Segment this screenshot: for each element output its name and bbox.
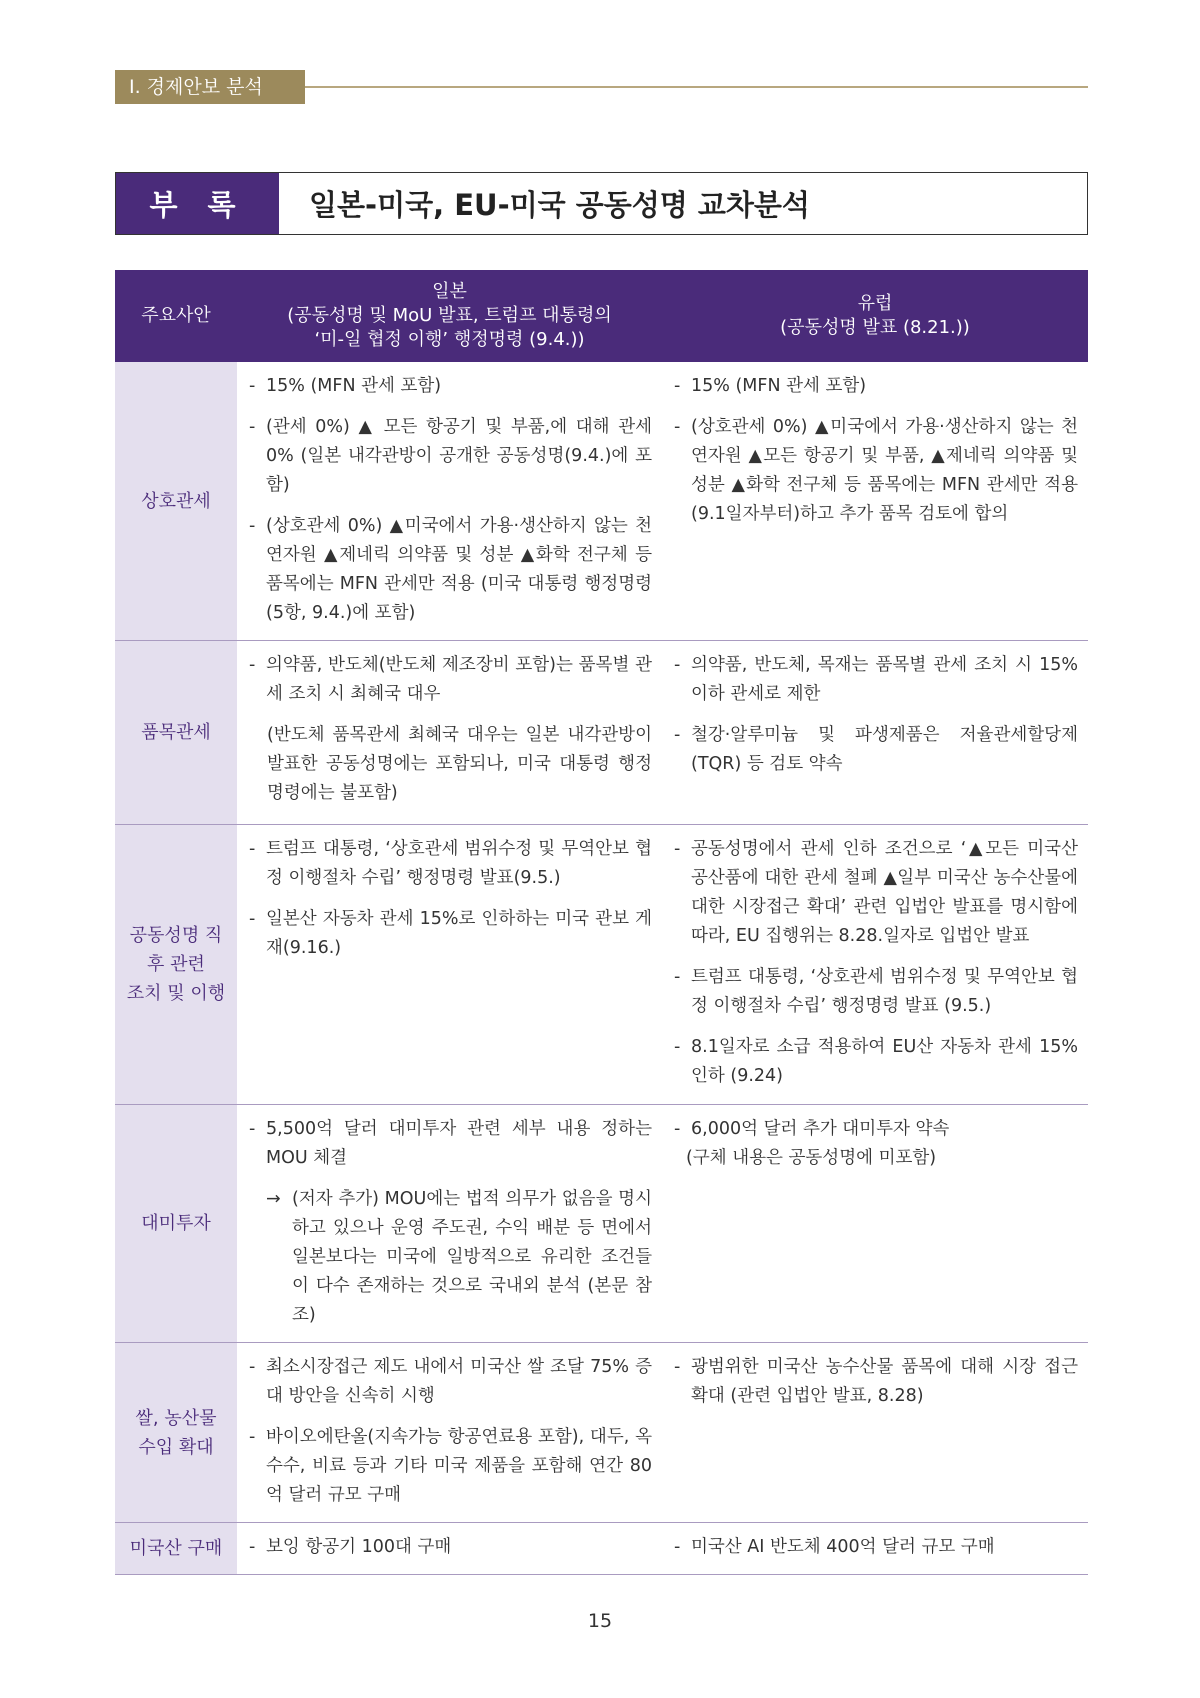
bullet-dash: - [249, 1537, 256, 1557]
item-text: 6,000억 달러 추가 대미투자 약속 [691, 1119, 950, 1139]
list-item [249, 651, 652, 709]
cell-japan [237, 1343, 662, 1523]
item-text: 바이오에탄올(지속가능 항공연료용 포함), 대두, 옥수수, 비료 등과 기타 미국 제품을 포함해 연간 80억 달러 규모 구매 [266, 1427, 652, 1505]
row-topic: 품목관세 [115, 641, 237, 825]
list-item [249, 1353, 652, 1411]
table-header-row [115, 270, 1088, 362]
list-item [249, 835, 652, 893]
item-text: 15% (MFN 관세 포함) [691, 376, 867, 396]
item-text: 공동성명에서 관세 인하 조건으로 ‘▲모든 미국산 공산품에 대한 관세 철폐 ▲일부 미국산 농수산물에 대한 시장접근 확대’ 관련 입법안 발표를 명시함에 따라, EU 집행위는 8.28.일자로 입법안 발표 [691, 839, 1078, 946]
table-row [115, 1523, 1088, 1575]
item-text: 의약품, 반도체(반도체 제조장비 포함)는 품목별 관세 조치 시 최혜국 대우 [266, 655, 652, 704]
bullet-dash: - [249, 1427, 256, 1447]
bullet-dash: - [674, 725, 681, 745]
bullet-dash: - [249, 839, 256, 859]
table-row [115, 362, 1088, 641]
header-japan: 일본 (공동성명 및 MoU 발표, 트럼프 대통령의 ‘미-일 협정 이행’ 행정명령 (9.4.)) [237, 270, 662, 362]
cell-eu [662, 825, 1088, 1105]
list-item [249, 1533, 652, 1562]
list-item [249, 372, 652, 401]
list-item [674, 1033, 1078, 1091]
table-row [115, 1105, 1088, 1343]
cell-japan [237, 825, 662, 1105]
item-text: 트럼프 대통령, ‘상호관세 범위수정 및 무역안보 협정 이행절차 수립’ 행정명령 발표(9.5.) [266, 839, 652, 888]
cell-japan [237, 1105, 662, 1343]
list-item [674, 835, 1078, 951]
item-text: 최소시장접근 제도 내에서 미국산 쌀 조달 75% 증대 방안을 신속히 시행 [266, 1357, 652, 1406]
page-title: 일본-미국, EU-미국 공동성명 교차분석 [309, 188, 810, 222]
header-topic: 주요사안 [115, 270, 237, 362]
table-row [115, 641, 1088, 825]
note-text: (구체 내용은 공동성명에 미포함) [686, 1148, 937, 1168]
header-eu: 유럽 (공동성명 발표 (8.21.)) [662, 270, 1088, 362]
item-text: 철강·알루미늄 및 파생제품은 저율관세할당제(TQR) 등 검토 약속 [691, 725, 1078, 774]
list-item [674, 721, 1078, 779]
item-text: (상호관세 0%) ▲미국에서 가용·생산하지 않는 천연자원 ▲제네릭 의약품 및 성분 ▲화학 전구체 등 품목에는 MFN 관세만 적용 (미국 대통령 행정명령 (5항, 9.4.)에 포함) [266, 516, 652, 623]
cell-japan [237, 362, 662, 641]
bullet-dash: - [249, 909, 256, 929]
section-divider [305, 86, 1088, 88]
cell-eu [662, 1105, 1088, 1343]
list-item [674, 963, 1078, 1021]
cell-eu [662, 362, 1088, 641]
cell-japan [237, 641, 662, 825]
item-text: (상호관세 0%) ▲미국에서 가용·생산하지 않는 천연자원 ▲모든 항공기 및 부품, ▲제네릭 의약품 및 성분 ▲화학 전구체 등 품목에는 MFN 관세만 적용(9.1일자부터)하고 추가 품목 검토에 합의 [691, 417, 1078, 524]
list-item [249, 1423, 652, 1510]
appendix-title-box [115, 172, 1088, 235]
item-text: (관세 0%) ▲ 모든 항공기 및 부품,에 대해 관세 0% (일본 내각관방이 공개한 공동성명(9.4.)에 포함) [266, 417, 652, 495]
appendix-label: 부 록 [116, 173, 279, 234]
row-topic: 미국산 구매 [115, 1523, 237, 1575]
list-item [674, 372, 1078, 401]
list-item [674, 1115, 1078, 1144]
bullet-dash: - [674, 1537, 681, 1557]
item-text: 일본산 자동차 관세 15%로 인하하는 미국 관보 게재(9.16.) [266, 909, 652, 958]
item-text: 의약품, 반도체, 목재는 품목별 관세 조치 시 15% 이하 관세로 제한 [691, 655, 1078, 704]
row-topic: 공동성명 직 후 관련 조치 및 이행 [115, 825, 237, 1105]
item-text: 15% (MFN 관세 포함) [266, 376, 442, 396]
bullet-dash: - [249, 1357, 256, 1377]
bullet-dash: - [674, 417, 681, 437]
bullet-dash: - [249, 376, 256, 396]
cell-eu [662, 1523, 1088, 1575]
table-row [115, 825, 1088, 1105]
item-text: 8.1일자로 소급 적용하여 EU산 자동차 관세 15% 인하 (9.24) [691, 1037, 1078, 1086]
bullet-dash: - [674, 1037, 681, 1057]
bullet-dash: - [674, 655, 681, 675]
section-tab: Ⅰ. 경제안보 분석 [115, 70, 305, 104]
bullet-dash: - [249, 1119, 256, 1139]
bullet-dash: - [674, 1119, 681, 1139]
cell-eu [662, 641, 1088, 825]
list-item [674, 1353, 1078, 1411]
page-number: 15 [587, 1610, 613, 1632]
note-text: (반도체 품목관세 최혜국 대우는 일본 내각관방이 발표한 공동성명에는 포함되나, 미국 대통령 행정명령에는 불포함) [267, 725, 652, 803]
list-item [249, 1115, 652, 1173]
list-item [249, 905, 652, 963]
list-item [674, 413, 1078, 529]
cell-eu [662, 1343, 1088, 1523]
row-topic: 쌀, 농산물 수입 확대 [115, 1343, 237, 1523]
list-item [674, 1533, 1078, 1562]
bullet-dash: - [249, 516, 256, 536]
bullet-dash: - [674, 376, 681, 396]
arrow-text: (저자 추가) MOU에는 법적 의무가 없음을 명시하고 있으나 운영 주도권, 수익 배분 등 면에서 일본보다는 미국에 일방적으로 유리한 조건들이 다수 존재하는 것으로 국내외 분석 (본문 참조) [292, 1189, 652, 1325]
arrow-icon: → [266, 1189, 281, 1209]
item-text: 5,500억 달러 대미투자 관련 세부 내용 정하는 MOU 체결 [266, 1119, 652, 1168]
row-topic: 대미투자 [115, 1105, 237, 1343]
list-item [674, 651, 1078, 709]
bullet-dash: - [249, 655, 256, 675]
table-row [115, 1343, 1088, 1523]
bullet-dash: - [674, 967, 681, 987]
item-text: 트럼프 대통령, ‘상호관세 범위수정 및 무역안보 협정 이행절차 수립’ 행정명령 발표 (9.5.) [691, 967, 1078, 1016]
row-topic: 상호관세 [115, 362, 237, 641]
list-item [249, 512, 652, 628]
item-text: 보잉 항공기 100대 구매 [266, 1537, 452, 1557]
cell-japan [237, 1523, 662, 1575]
item-text: 미국산 AI 반도체 400억 달러 규모 구매 [691, 1537, 995, 1557]
comparison-table [115, 270, 1088, 1575]
bullet-dash: - [249, 417, 256, 437]
bullet-dash: - [674, 839, 681, 859]
item-text: 광범위한 미국산 농수산물 품목에 대해 시장 접근 확대 (관련 입법안 발표, 8.28) [691, 1357, 1078, 1406]
arrow-item [249, 1185, 652, 1330]
list-item [249, 413, 652, 500]
bullet-dash: - [674, 1357, 681, 1377]
